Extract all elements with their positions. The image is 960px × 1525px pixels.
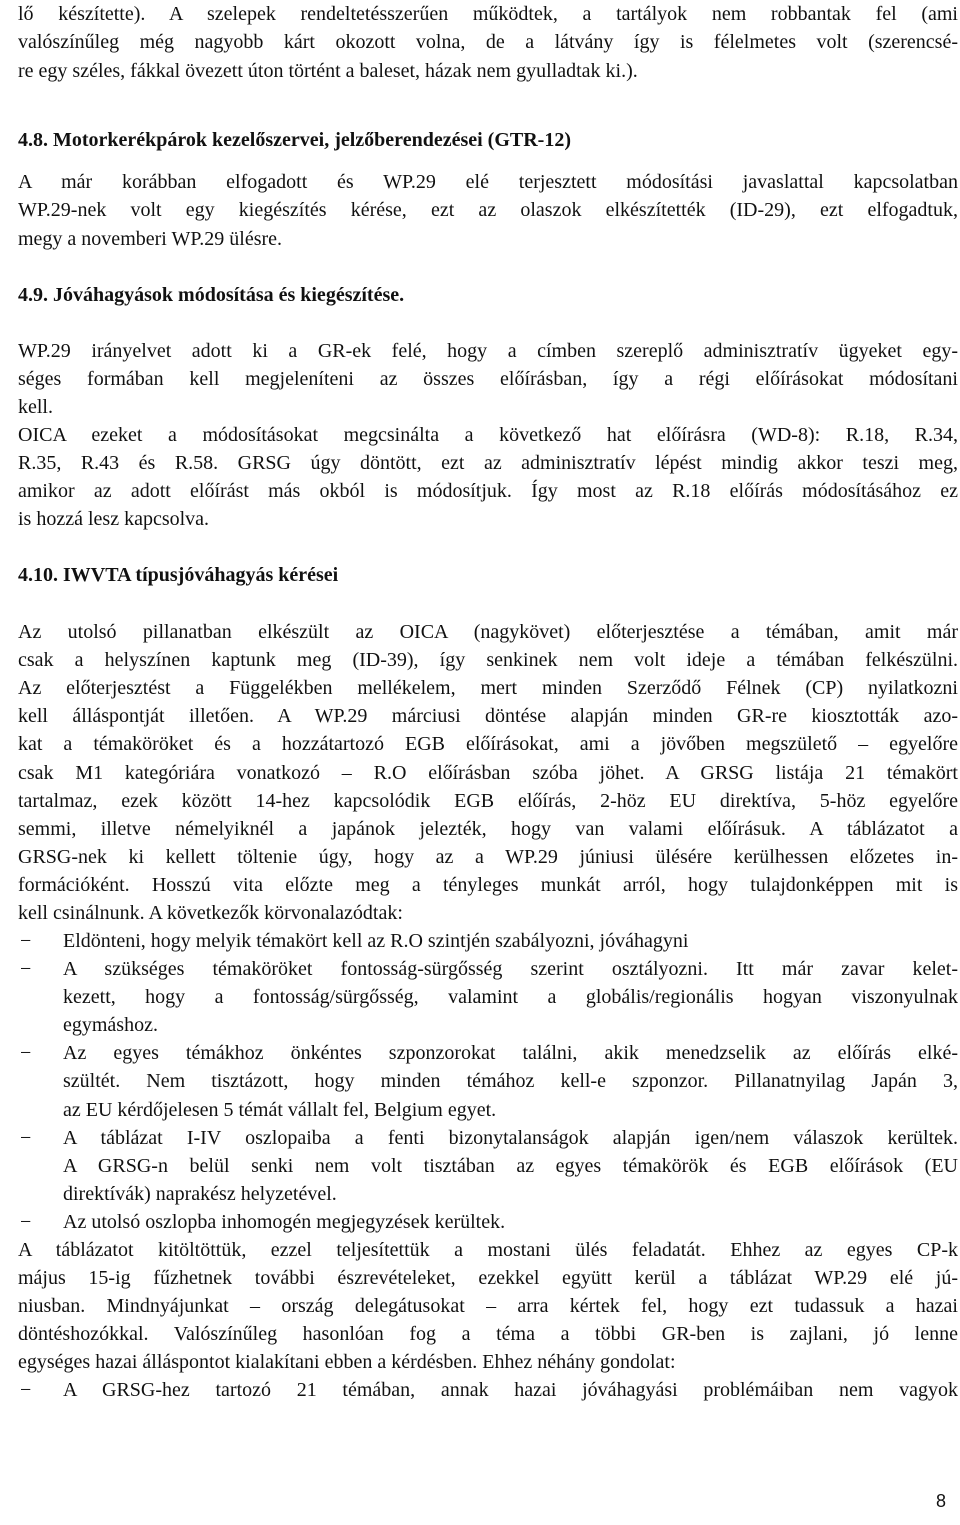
list-item-text: Az egyes témákhoz önkéntes szponzorokat találni, akik menedzselik az előírás elké- xyxy=(63,1042,958,1064)
text-line: WP.29 irányelvet adott ki a GR-ek felé, hogy a címben szereplő adminisztratív ügyeket egy- xyxy=(18,340,958,362)
text-line: valószínűleg még nagyobb kárt okozott volna, de a látvány így is félelmetes volt (szerencsé- xyxy=(18,31,958,53)
text-line: GRSG-nek ki kellett töltenie úgy, hogy az a WP.29 júniusi ülésére kerülhessen előzetes in- xyxy=(18,846,958,868)
list-item xyxy=(18,927,958,955)
text-line: kell csinálnunk. A következők körvonalazódtak: xyxy=(18,902,403,924)
text-line: direktívák) naprakész helyzetével. xyxy=(63,1183,337,1205)
list-item xyxy=(18,955,958,983)
text-line: re egy széles, fákkal övezett úton történt a baleset, házak nem gyulladtak ki.). xyxy=(18,60,638,82)
text-line: megy a novemberi WP.29 ülésre. xyxy=(18,228,283,250)
text-line: csak M1 kategóriára vonatkozó – R.O előírásban szóba jöhet. A GRSG listája 21 témakört xyxy=(18,762,958,784)
text-line: formációként. Hosszú vita előzte meg a tényleges munkát arról, hogy tulajdonképpen mit is xyxy=(18,874,958,896)
list-item xyxy=(18,1039,958,1067)
text-line: szültét. Nem tisztázott, hogy minden témához kell-e szponzor. Pillanatnyilag Japán 3, xyxy=(63,1070,958,1092)
text-line: OICA ezeket a módosításokat megcsinálta a következő hat előírásra (WD-8): R.18, R.34, xyxy=(18,424,958,446)
text-line: kell. xyxy=(18,396,53,418)
list-item xyxy=(18,1124,958,1152)
list-item xyxy=(18,1208,958,1236)
list-dash: − xyxy=(20,1211,32,1233)
text-line: niusban. Mindnyájunkat – ország delegátusokat – arra kértek fel, hogy ezt tudassuk a hazai xyxy=(18,1295,958,1317)
list-dash: − xyxy=(20,1379,32,1401)
list-item-text: Az utolsó oszlopba inhomogén megjegyzések kerültek. xyxy=(63,1211,506,1233)
text-line: amikor az adott előírást más okból is módosítjuk. Így most az R.18 előírás módosításához ez xyxy=(18,480,958,502)
text-line: A már korábban elfogadott és WP.29 elé terjesztett módosítási javaslattal kapcsolatban xyxy=(18,171,958,193)
list-item-text: A szükséges témaköröket fontosság-sürgősség szerint osztályozni. Itt már zavar kelet- xyxy=(63,958,958,980)
text-line: csak a helyszínen kaptunk meg (ID-39), így senkinek nem volt ideje a témában felkészülni. xyxy=(18,649,958,671)
text-line: döntéshozókkal. Valószínűleg hasonlóan fog a téma a többi GR-ben is zajlani, jó lenne xyxy=(18,1323,958,1345)
text-line: is hozzá lesz kapcsolva. xyxy=(18,508,210,530)
text-line: az EU kérdőjelesen 5 témát vállalt fel, Belgium egyet. xyxy=(63,1099,497,1121)
list-item xyxy=(18,1376,958,1404)
list-item-text: A táblázat I-IV oszlopaiba a fenti bizonytalanságok alapján igen/nem válaszok kerültek. xyxy=(63,1127,958,1149)
section-heading-4-10: 4.10. IWVTA típusjóváhagyás kérései xyxy=(18,564,339,586)
text-line: A táblázatot kitöltöttük, ezzel teljesítettük a mostani ülés feladatát. Ehhez az egyes CP-k xyxy=(18,1239,958,1261)
list-dash: − xyxy=(20,930,32,952)
text-line: egymáshoz. xyxy=(63,1014,158,1036)
list-dash: − xyxy=(20,1127,32,1149)
text-line: WP.29-nek volt egy kiegészítés kérése, ezt az olaszok elkészítették (ID-29), ezt elfogadtuk, xyxy=(18,199,958,221)
text-line: kat a témaköröket és a hozzátartozó EGB előírásokat, ami a jövőben megszülető – egyelőre xyxy=(18,733,958,755)
text-line: Az utolsó pillanatban elkészült az OICA (nagykövet) előterjesztése a témában, amit már xyxy=(18,621,958,643)
section-heading-4-8: 4.8. Motorkerékpárok kezelőszervei, jelzőberendezései (GTR-12) xyxy=(18,129,571,151)
text-line: Az előterjesztést a Függelékben mellékelem, mert minden Szerződő Félnek (CP) nyilatkozni xyxy=(18,677,958,699)
text-line: lő készítette). A szelepek rendeltetésszerűen működtek, a tartályok nem robbantak fel (ami xyxy=(18,3,958,25)
text-line: R.35, R.43 és R.58. GRSG úgy döntött, ezt az adminisztratív lépést mindig akkor teszi meg, xyxy=(18,452,958,474)
text-line: semmi, illetve némelyiknél a japánok jelezték, hogy van valami előírásuk. A táblázatot a xyxy=(18,818,958,840)
list-item-text: A GRSG-hez tartozó 21 témában, annak hazai jóváhagyási problémáiban nem vagyok xyxy=(63,1379,958,1401)
text-line: kell álláspontját illetően. A WP.29 márciusi döntése alapján minden GR-re kiosztották azo- xyxy=(18,705,958,727)
text-line: tartalmaz, ezek között 14-hez kapcsolódik EGB előírás, 2-höz EU direktíva, 5-höz egyelőre xyxy=(18,790,958,812)
text-line: egységes hazai álláspontot kialakítani ebben a kérdésben. Ehhez néhány gondolat: xyxy=(18,1351,676,1373)
text-line: május 15-ig fűzhetnek további észrevételeket, ezekkel együtt kerül a táblázat WP.29 elé jú- xyxy=(18,1267,958,1289)
list-dash: − xyxy=(20,1042,32,1064)
list-item-text: Eldönteni, hogy melyik témakört kell az R.O szintjén szabályozni, jóváhagyni xyxy=(63,930,689,952)
page-number: 8 xyxy=(935,1491,946,1511)
text-line: A GRSG-n belül senki nem volt tisztában az egyes témakörök és EGB előírások (EU xyxy=(63,1155,958,1177)
list-dash: − xyxy=(20,958,32,980)
section-heading-4-9: 4.9. Jóváhagyások módosítása és kiegészítése. xyxy=(18,284,405,306)
text-line: séges formában kell megjeleníteni az összes előírásban, így a régi előírásokat módosítani xyxy=(18,368,958,390)
text-line: kezett, hogy a fontosság/sürgősség, valamint a globális/regionális hogyan viszonyulnak xyxy=(63,986,958,1008)
